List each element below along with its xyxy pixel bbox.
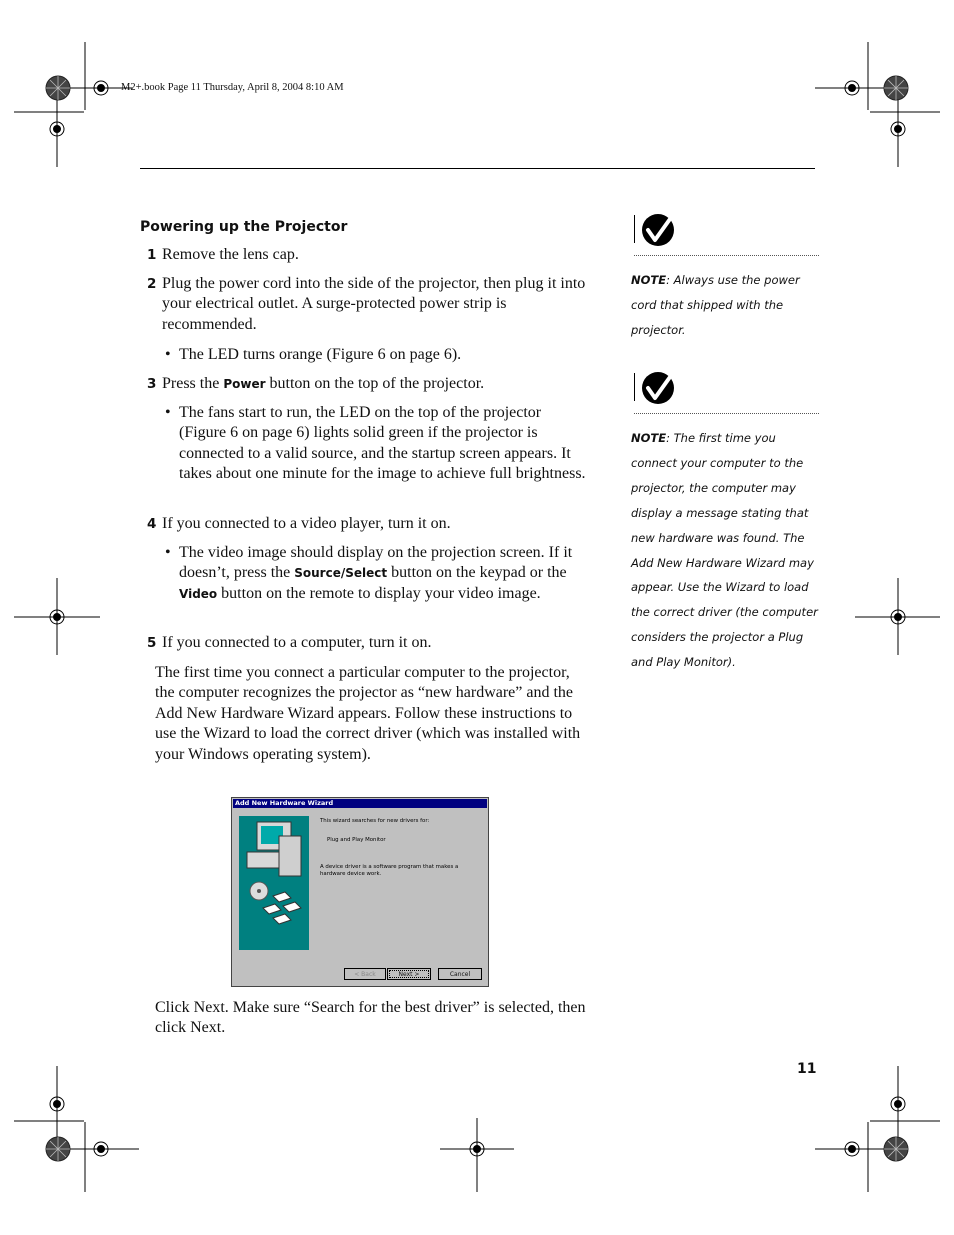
running-header: M2+.book Page 11 Thursday, April 8, 2004 8:10 AM [121,82,344,93]
bullet-dot: • [165,404,171,421]
note-divider [634,413,819,414]
note-check-icon [640,213,678,247]
key-video: Video [179,586,218,601]
section-title: Powering up the Projector [140,219,348,235]
bullet-text: The video image should display on the projection screen. If it doesn’t, press the Source/Select button on the keypad or the Video button on the remote to display your video image. [179,544,573,602]
bullet-dot: • [165,544,171,561]
wizard-back-button[interactable]: < Back [344,968,386,980]
wizard-cancel-button[interactable]: Cancel [438,968,482,980]
wizard-next-button[interactable]: Next > [387,968,431,980]
bullet-dot: • [165,346,171,363]
note-label: NOTE [631,273,667,287]
step-number: 4 [147,516,157,532]
wizard-intro-text: This wizard searches for new drivers for: [320,818,430,824]
step-text: If you connected to a video player, turn it on. [162,515,451,532]
step-number: 2 [147,276,157,292]
step-text: Plug the power cord into the side of the projector, then plug it into your electrical outlet. A surge-protected power strip is recommended. [162,275,586,333]
note-new-hardware: NOTE: The first time you connect your computer to the projector, the computer may display a message stating that new hardware was found. The Add New Hardware Wizard may appear. Use the Wizard to load the correct driver (the computer considers the projector a Plug and Play Monitor). [631,431,818,670]
bullet-text: The LED turns orange (Figure 6 on page 6). [179,346,462,363]
note-label: NOTE [631,431,667,445]
note-divider [634,255,819,256]
step-text: Remove the lens cap. [162,246,299,263]
step-number: 5 [147,635,157,651]
step-number: 3 [147,376,157,392]
note-power-cord: NOTE: Always use the power cord that shipped with the projector. [631,273,800,337]
note-bar [634,373,635,401]
add-new-hardware-wizard-screenshot [231,797,489,987]
key-power: Power [223,377,266,391]
step-text: If you connected to a computer, turn it on. [162,634,432,651]
page-number: 11 [797,1061,817,1077]
paragraph-new-hardware: The first time you connect a particular computer to the projector, the computer recognizes the projector as “new hardware” and the Add New Hardware Wizard appears. Follow these instructions to use the Wizard to load the correct driver (which was installed with your Windows operating system). [155,664,581,763]
computer-cd-icon [239,816,309,950]
wizard-title-bar: Add New Hardware Wizard [233,799,487,808]
note-check-icon [640,371,678,405]
wizard-description: A device driver is a software program that makes a hardware device work. [320,864,459,877]
step-number: 1 [147,247,157,263]
wizard-device-name: Plug and Play Monitor [327,837,386,843]
wizard-computer-illustration [239,816,309,950]
step-text: Press the Power button on the top of the projector. [162,375,485,392]
key-source-select: Source/Select [294,566,388,581]
paragraph-click-next: Click Next. Make sure “Search for the best driver” is selected, then click Next. [155,999,586,1037]
bullet-text: The fans start to run, the LED on the top of the projector (Figure 6 on page 6) lights solid green if the projector is connected to a valid source, and the startup screen appears. It takes about one minute for the image to achieve full brightness. [179,404,586,483]
note-bar [634,215,635,243]
